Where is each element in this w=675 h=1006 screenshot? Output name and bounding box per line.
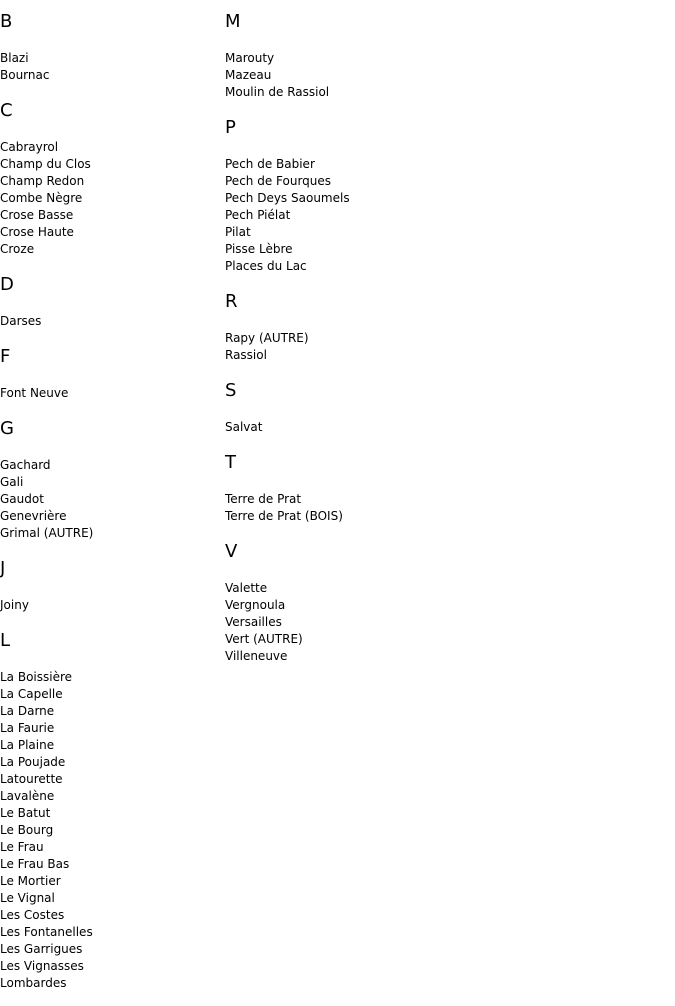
letter-heading: M bbox=[225, 11, 241, 32]
place-link[interactable]: Terre de Prat (BOIS) bbox=[225, 509, 343, 523]
place-link[interactable]: Pech de Fourques bbox=[225, 174, 332, 188]
letter-group-g bbox=[0, 414, 220, 542]
place-link[interactable]: Pech Piélat bbox=[225, 208, 291, 222]
letter-group-r bbox=[225, 287, 445, 364]
place-link[interactable]: Joiny bbox=[0, 598, 29, 612]
place-link[interactable]: Gali bbox=[0, 475, 24, 489]
place-link[interactable]: Marouty bbox=[225, 51, 275, 65]
letter-heading: D bbox=[0, 274, 14, 295]
place-link[interactable]: Pilat bbox=[225, 225, 251, 239]
letter-group-m bbox=[225, 7, 445, 101]
place-link[interactable]: Le Batut bbox=[0, 806, 51, 820]
place-link[interactable]: Gachard bbox=[0, 458, 51, 472]
letter-heading: R bbox=[225, 291, 238, 312]
place-link[interactable]: Font Neuve bbox=[0, 386, 69, 400]
place-link[interactable]: Genevrière bbox=[0, 509, 67, 523]
place-link[interactable]: Combe Nègre bbox=[0, 191, 83, 205]
letter-group-s bbox=[225, 376, 445, 436]
left-column bbox=[0, 0, 220, 1004]
place-link[interactable]: Cabrayrol bbox=[0, 140, 59, 154]
place-link[interactable]: Pisse Lèbre bbox=[225, 242, 293, 256]
letter-group-b bbox=[0, 7, 220, 84]
place-link[interactable]: Lavalène bbox=[0, 789, 55, 803]
place-link[interactable]: Bournac bbox=[0, 68, 50, 82]
place-link[interactable]: Le Frau Bas bbox=[0, 857, 70, 871]
place-link[interactable]: Le Frau bbox=[0, 840, 44, 854]
letter-heading: V bbox=[225, 541, 238, 562]
place-link[interactable]: La Darne bbox=[0, 704, 55, 718]
place-link[interactable]: La Plaine bbox=[0, 738, 55, 752]
letter-group-j bbox=[0, 554, 220, 614]
letter-group-f bbox=[0, 342, 220, 402]
place-link[interactable]: Rapy (AUTRE) bbox=[225, 331, 309, 345]
place-link[interactable]: Pech Deys Saoumels bbox=[225, 191, 350, 205]
letter-group-v bbox=[225, 537, 445, 665]
place-link[interactable]: Darses bbox=[0, 314, 42, 328]
letter-group-t bbox=[225, 448, 445, 525]
place-link[interactable]: Gaudot bbox=[0, 492, 44, 506]
letter-group-d bbox=[0, 270, 220, 330]
letter-group-l bbox=[0, 626, 220, 992]
letter-heading: F bbox=[0, 346, 11, 367]
letter-heading: J bbox=[0, 558, 6, 579]
place-link[interactable]: Le Mortier bbox=[0, 874, 61, 888]
letter-heading: S bbox=[225, 380, 237, 401]
place-link[interactable]: Mazeau bbox=[225, 68, 272, 82]
place-link[interactable]: Crose Haute bbox=[0, 225, 74, 239]
place-link[interactable]: Moulin de Rassiol bbox=[225, 85, 330, 99]
place-link[interactable]: La Boissière bbox=[0, 670, 73, 684]
place-link[interactable]: Blazi bbox=[0, 51, 29, 65]
place-link[interactable]: Lombardes bbox=[0, 976, 67, 990]
place-link[interactable]: Rassiol bbox=[225, 348, 267, 362]
place-link[interactable]: Versailles bbox=[225, 615, 282, 629]
letter-heading: G bbox=[0, 418, 14, 439]
letter-heading: P bbox=[225, 117, 236, 138]
place-link[interactable]: Villeneuve bbox=[225, 649, 288, 663]
letter-heading: T bbox=[225, 452, 236, 473]
place-link[interactable]: La Capelle bbox=[0, 687, 63, 701]
place-link[interactable]: Latourette bbox=[0, 772, 63, 786]
right-column bbox=[225, 0, 445, 677]
letter-group-c bbox=[0, 96, 220, 258]
place-link[interactable]: Le Bourg bbox=[0, 823, 54, 837]
place-link[interactable]: Crose Basse bbox=[0, 208, 74, 222]
place-link[interactable]: Vert (AUTRE) bbox=[225, 632, 303, 646]
place-link[interactable]: Champ Redon bbox=[0, 174, 85, 188]
letter-group-p bbox=[225, 113, 445, 275]
place-link[interactable]: Le Vignal bbox=[0, 891, 55, 905]
place-link[interactable]: Terre de Prat bbox=[225, 492, 302, 506]
place-link[interactable]: Les Costes bbox=[0, 908, 65, 922]
letter-heading: B bbox=[0, 11, 13, 32]
letter-heading: C bbox=[0, 100, 13, 121]
place-link[interactable]: Vergnoula bbox=[225, 598, 286, 612]
place-link[interactable]: Les Garrigues bbox=[0, 942, 83, 956]
place-link[interactable]: Pech de Babier bbox=[225, 157, 315, 171]
place-link[interactable]: Valette bbox=[225, 581, 268, 595]
place-link[interactable]: Les Fontanelles bbox=[0, 925, 93, 939]
place-link[interactable]: Les Vignasses bbox=[0, 959, 84, 973]
place-link[interactable]: La Poujade bbox=[0, 755, 66, 769]
place-link[interactable]: Croze bbox=[0, 242, 35, 256]
place-link[interactable]: Grimal (AUTRE) bbox=[0, 526, 94, 540]
place-link[interactable]: La Faurie bbox=[0, 721, 55, 735]
place-link[interactable]: Salvat bbox=[225, 420, 263, 434]
place-link[interactable]: Champ du Clos bbox=[0, 157, 91, 171]
letter-heading: L bbox=[0, 630, 11, 651]
place-link[interactable]: Places du Lac bbox=[225, 259, 307, 273]
